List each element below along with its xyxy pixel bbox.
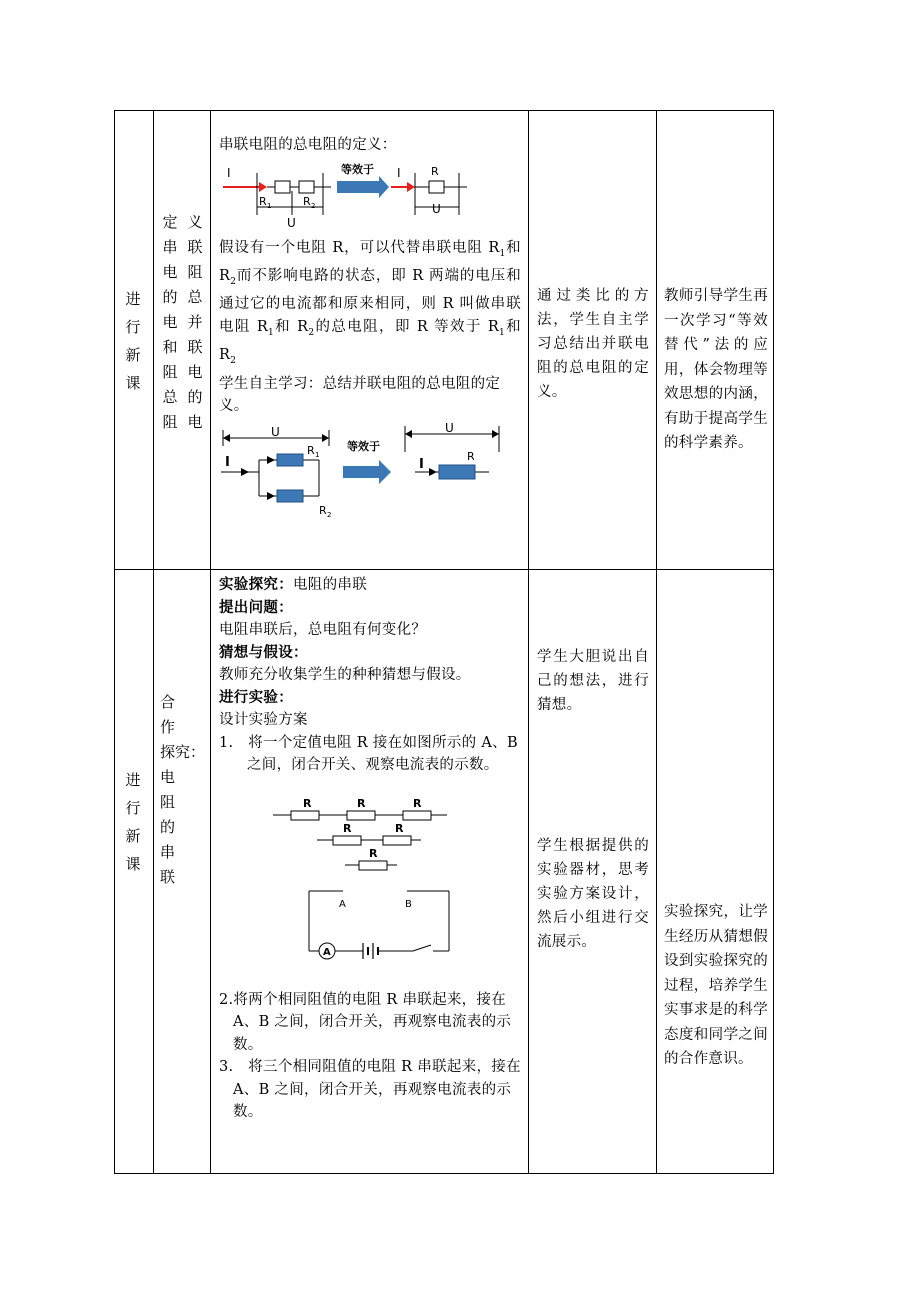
equivalence-text [219, 239, 521, 367]
topic-char: 联 [160, 868, 176, 886]
text-segment: 和 R [274, 318, 309, 335]
stage-char: 新 [125, 827, 141, 845]
diagram-current-label-2: I [397, 165, 401, 180]
table-line-col4 [656, 110, 657, 1174]
table-border-left [114, 110, 115, 1174]
topic-char: 阻 [187, 263, 203, 281]
resistor-label: R [395, 821, 404, 835]
subscript: 2 [230, 356, 237, 367]
equivalence-paragraph [219, 237, 521, 373]
experiment-name: 电阻的串联 [293, 577, 367, 593]
row1-stage-cell [122, 285, 144, 397]
row2-student-guess-cell: 学生大胆说出自己的想法，进行猜想。 [537, 649, 649, 713]
topic-char: 义 [187, 213, 203, 231]
question-text: 电阻串联后，总电阻有何变化？ [219, 622, 427, 638]
topic-char: 阻 [162, 413, 178, 431]
parallel-r-label: R [467, 449, 475, 463]
hypothesis-heading: 猜想与假设： [219, 643, 308, 661]
series-equivalence-diagram [219, 161, 521, 235]
topic-char: 的 [162, 288, 178, 306]
topic-char: 电 [162, 263, 178, 281]
parallel-equivalent-label: 等效于 [347, 439, 380, 453]
topic-char: 联 [187, 238, 203, 256]
table-row-divider [114, 569, 774, 570]
experiment-title [219, 574, 521, 597]
r2-label: R [303, 194, 311, 208]
stage-char: 新 [125, 346, 141, 364]
diagram-current-label: I [227, 165, 231, 180]
stage-char: 课 [125, 855, 141, 873]
topic-char: 电 [187, 413, 203, 431]
row2-stage-cell [122, 766, 144, 878]
resistor-label: R [357, 796, 366, 810]
row1-content-cell [219, 134, 521, 534]
parallel-u-label: U [271, 424, 280, 439]
u-label-2: U [432, 201, 441, 216]
row2-student-design-cell: 学生根据提供的实验器材，思考实验方案设计，然后小组进行交流展示。 [537, 838, 649, 950]
topic-char: 的 [187, 388, 203, 406]
resistor-label: R [343, 821, 352, 835]
subscript: 2 [230, 276, 237, 287]
r2-subscript: 2 [311, 201, 316, 210]
row2-content-cell [219, 574, 521, 1124]
row1-student-cell: 通过类比的方法，学生自主学习总结出并联电阻的总电阻的定义。 [537, 288, 649, 400]
bold-label: 实验探究： [219, 576, 293, 593]
stage-char: 课 [125, 374, 141, 392]
text-segment: 的总电阻，即 R 等效于 R [314, 318, 500, 335]
r1-label: R [259, 194, 267, 208]
parallel-i-label-2: I [419, 456, 424, 472]
text-segment: 和 R [219, 318, 521, 364]
topic-char: 串 [160, 843, 176, 861]
hypothesis-text: 教师充分收集学生的种种猜想与假设。 [219, 667, 471, 683]
subscript: 1 [499, 327, 506, 338]
topic-char: 合 [160, 693, 176, 711]
stage-char: 行 [125, 318, 141, 336]
text-segment: 假设有一个电阻 R，可以代替串联电阻 R [219, 239, 500, 256]
stage-char: 进 [125, 771, 141, 789]
table-line-col1 [153, 110, 154, 1174]
r1-subscript: 1 [267, 201, 272, 210]
table-border-top [114, 110, 774, 111]
equivalent-label: 等效于 [341, 162, 374, 176]
content-heading: 串联电阻的总电阻的定义： [219, 137, 397, 153]
parallel-i-label: I [225, 454, 230, 470]
subscript: 2 [308, 327, 315, 338]
text-segment: 和 R [219, 239, 521, 284]
row1-design-cell: 教师引导学生再一次学习“等效替代”法的应用，体会物理等效思想的内涵，有助于提高学生的科学素养。 [664, 288, 768, 451]
parallel-r2-subscript: 2 [327, 510, 332, 519]
ammeter-label: A [323, 946, 331, 958]
topic-char: 作 [160, 718, 176, 736]
terminal-b-label: B [405, 898, 412, 910]
resistor-label: R [369, 846, 378, 860]
step-1: 1. 将一个定值电阻 R 接在如图所示的 A、B 之间，闭合开关、观察电流表的示数。 [219, 734, 518, 773]
topic-char: 阻 [162, 363, 178, 381]
topic-column-left [161, 210, 179, 435]
topic-char: 和 [162, 338, 178, 356]
topic-char: 串 [162, 238, 178, 256]
subscript: 1 [268, 327, 275, 338]
parallel-r1-label: R [307, 443, 315, 457]
plan-heading: 设计实验方案 [219, 712, 308, 728]
topic-char: 联 [187, 338, 203, 356]
self-study-paragraph: 学生自主学习：总结并联电阻的总电阻的定义。 [219, 375, 501, 415]
topic-char: 定 [162, 213, 178, 231]
text-segment: 而不影响电路的状态，即 R 两端的电压和通过它的电流都和原来相同，则 R 叫做串联电阻 R [219, 267, 521, 335]
topic-column-right [186, 210, 204, 435]
question-heading: 提出问题： [219, 598, 293, 616]
topic-char: 阻 [160, 793, 176, 811]
topic-char: 电 [162, 313, 178, 331]
resistor-label: R [413, 796, 422, 810]
r-label: R [431, 164, 439, 178]
parallel-r2-label: R [319, 503, 327, 517]
topic-char: 总 [187, 288, 203, 306]
table-line-col2 [210, 110, 211, 1174]
step-2: 2.将两个相同阻值的电阻 R 串联起来，接在 A、B 之间，闭合开关，再观察电流表的示数。 [219, 991, 512, 1053]
experiment-heading: 进行实验： [219, 688, 293, 706]
row2-topic-cell [160, 690, 210, 890]
table-border-bottom [114, 1173, 774, 1174]
stage-char: 进 [125, 290, 141, 308]
resistor-label: R [303, 796, 312, 810]
subscript: 1 [499, 248, 506, 259]
table-border-right [773, 110, 774, 1174]
step-3: 3. 将三个相同阻值的电阻 R 串联起来，接在 A、B 之间，闭合开关，再观察电流表的示数。 [219, 1059, 521, 1120]
row2-design-cell: 实验探究，让学生经历从猜想假设到实验探究的过程，培养学生实事求是的科学态度和同学之间的合作意识。 [664, 904, 768, 1067]
parallel-equivalence-diagram [219, 422, 521, 534]
topic-char: 并 [187, 313, 203, 331]
topic-char: 探究： [160, 743, 206, 761]
topic-char: 电 [160, 768, 176, 786]
u-label: U [287, 215, 296, 230]
table-line-col3 [528, 110, 529, 1174]
topic-char: 电 [187, 363, 203, 381]
parallel-u-label-2: U [445, 421, 454, 435]
stage-char: 行 [125, 799, 141, 817]
experiment-circuit-diagram [219, 791, 521, 961]
terminal-a-label: A [339, 898, 346, 910]
topic-char: 的 [160, 818, 176, 836]
topic-char: 总 [162, 388, 178, 406]
parallel-r1-subscript: 1 [315, 450, 320, 459]
